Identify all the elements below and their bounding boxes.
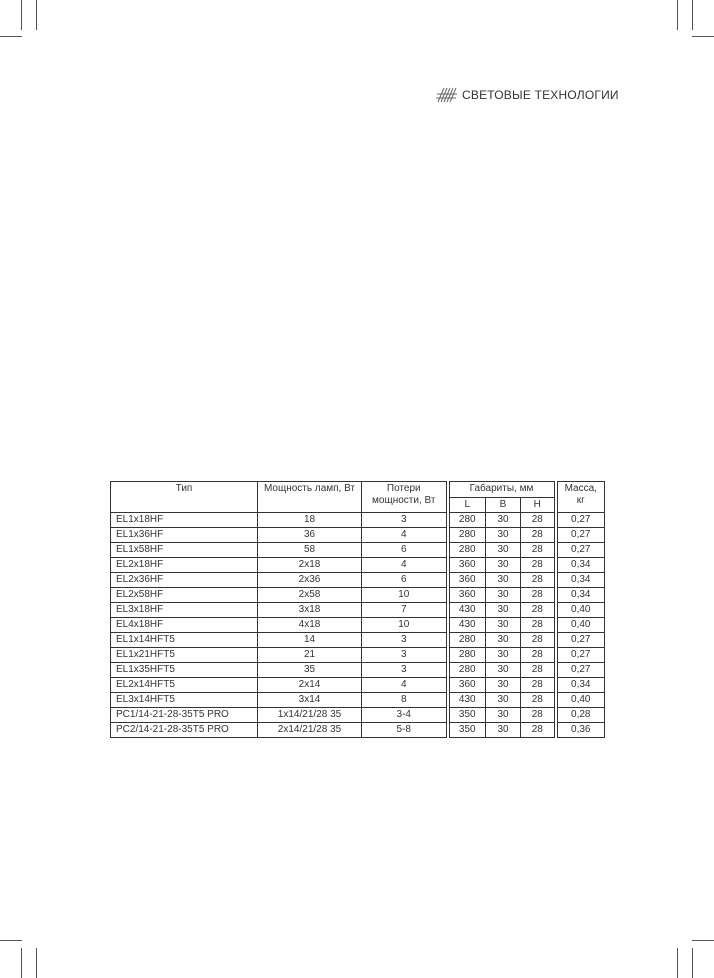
cell-width: 30 — [486, 663, 521, 678]
cell-type: EL2x58HF — [111, 588, 258, 603]
table-row — [111, 678, 605, 693]
cell-power: 3x18 — [258, 603, 362, 618]
cell-loss: 7 — [362, 603, 448, 618]
cell-mass: 0,34 — [556, 588, 605, 603]
cell-power: 3x14 — [258, 693, 362, 708]
cell-power: 4x18 — [258, 618, 362, 633]
cell-loss: 4 — [362, 558, 448, 573]
crop-mark — [692, 36, 714, 37]
logo-text: СВЕТОВЫЕ ТЕХНОЛОГИИ — [462, 88, 619, 102]
crop-mark — [21, 948, 22, 978]
cell-type: EL1x21HFT5 — [111, 648, 258, 663]
cell-power: 1x14/21/28 35 — [258, 708, 362, 723]
cell-mass: 0,28 — [556, 708, 605, 723]
cell-height: 28 — [521, 723, 556, 738]
crop-mark — [677, 0, 678, 30]
cell-length: 280 — [448, 528, 486, 543]
cell-power: 2x14 — [258, 678, 362, 693]
cell-mass: 0,40 — [556, 603, 605, 618]
cell-mass: 0,40 — [556, 618, 605, 633]
crop-mark — [36, 948, 37, 978]
cell-length: 430 — [448, 618, 486, 633]
cell-loss: 3-4 — [362, 708, 448, 723]
cell-loss: 10 — [362, 618, 448, 633]
cell-type: EL2x18HF — [111, 558, 258, 573]
cell-width: 30 — [486, 603, 521, 618]
cell-power: 2x18 — [258, 558, 362, 573]
cell-loss: 6 — [362, 573, 448, 588]
cell-height: 28 — [521, 708, 556, 723]
cell-mass: 0,27 — [556, 663, 605, 678]
cell-type: EL1x36HF — [111, 528, 258, 543]
table-row — [111, 528, 605, 543]
cell-height: 28 — [521, 573, 556, 588]
table-row — [111, 573, 605, 588]
cell-loss: 3 — [362, 633, 448, 648]
table-row — [111, 513, 605, 528]
cell-loss: 10 — [362, 588, 448, 603]
cell-length: 350 — [448, 708, 486, 723]
cell-mass: 0,27 — [556, 513, 605, 528]
cell-length: 280 — [448, 633, 486, 648]
cell-loss: 3 — [362, 648, 448, 663]
cell-loss: 5-8 — [362, 723, 448, 738]
crop-mark — [0, 940, 22, 941]
cell-length: 280 — [448, 543, 486, 558]
cell-width: 30 — [486, 708, 521, 723]
header-loss: Потери мощности, Вт — [362, 482, 448, 513]
table-row — [111, 618, 605, 633]
cell-width: 30 — [486, 693, 521, 708]
cell-mass: 0,34 — [556, 558, 605, 573]
cell-type: PC1/14-21-28-35T5 PRO — [111, 708, 258, 723]
cell-width: 30 — [486, 513, 521, 528]
cell-loss: 8 — [362, 693, 448, 708]
cell-height: 28 — [521, 633, 556, 648]
table-row — [111, 603, 605, 618]
table-row — [111, 648, 605, 663]
cell-height: 28 — [521, 693, 556, 708]
cell-type: EL3x18HF — [111, 603, 258, 618]
header-mass: Масса, кг — [556, 482, 605, 513]
cell-width: 30 — [486, 618, 521, 633]
table-row — [111, 543, 605, 558]
cell-type: EL4x18HF — [111, 618, 258, 633]
table-row — [111, 708, 605, 723]
cell-length: 360 — [448, 573, 486, 588]
cell-height: 28 — [521, 618, 556, 633]
cell-loss: 4 — [362, 528, 448, 543]
cell-length: 280 — [448, 648, 486, 663]
cell-width: 30 — [486, 528, 521, 543]
cell-type: EL2x36HF — [111, 573, 258, 588]
table-row — [111, 588, 605, 603]
cell-power: 18 — [258, 513, 362, 528]
cell-power: 36 — [258, 528, 362, 543]
cell-mass: 0,40 — [556, 693, 605, 708]
header-power: Мощность ламп, Вт — [258, 482, 362, 513]
cell-length: 350 — [448, 723, 486, 738]
cell-height: 28 — [521, 648, 556, 663]
table-row — [111, 633, 605, 648]
cell-width: 30 — [486, 633, 521, 648]
table-row — [111, 558, 605, 573]
cell-length: 430 — [448, 603, 486, 618]
cell-height: 28 — [521, 543, 556, 558]
cell-type: EL1x18HF — [111, 513, 258, 528]
cell-length: 280 — [448, 663, 486, 678]
cell-width: 30 — [486, 648, 521, 663]
cell-mass: 0,27 — [556, 543, 605, 558]
crop-mark — [36, 0, 37, 30]
cell-type: EL1x58HF — [111, 543, 258, 558]
header-type: Тип — [111, 482, 258, 513]
ballast-specs-table — [110, 481, 605, 738]
crop-mark — [21, 0, 22, 30]
cell-length: 360 — [448, 588, 486, 603]
cell-mass: 0,27 — [556, 648, 605, 663]
cell-loss: 3 — [362, 663, 448, 678]
table-row — [111, 693, 605, 708]
cell-height: 28 — [521, 663, 556, 678]
cell-width: 30 — [486, 543, 521, 558]
header-height: H — [521, 498, 556, 513]
crop-mark — [692, 0, 693, 30]
cell-mass: 0,34 — [556, 573, 605, 588]
cell-type: EL3x14HFT5 — [111, 693, 258, 708]
cell-length: 430 — [448, 693, 486, 708]
cell-width: 30 — [486, 678, 521, 693]
cell-power: 58 — [258, 543, 362, 558]
cell-type: PC2/14-21-28-35T5 PRO — [111, 723, 258, 738]
cell-width: 30 — [486, 558, 521, 573]
logo-mark-icon — [436, 86, 458, 104]
cell-length: 360 — [448, 558, 486, 573]
cell-width: 30 — [486, 573, 521, 588]
cell-height: 28 — [521, 588, 556, 603]
cell-mass: 0,27 — [556, 528, 605, 543]
crop-mark — [692, 940, 714, 941]
cell-type: EL1x14HFT5 — [111, 633, 258, 648]
cell-power: 2x58 — [258, 588, 362, 603]
cell-width: 30 — [486, 723, 521, 738]
cell-mass: 0,34 — [556, 678, 605, 693]
header-width: B — [486, 498, 521, 513]
cell-power: 14 — [258, 633, 362, 648]
cell-power: 2x14/21/28 35 — [258, 723, 362, 738]
cell-height: 28 — [521, 603, 556, 618]
cell-mass: 0,36 — [556, 723, 605, 738]
header-dimensions: Габариты, мм — [448, 482, 556, 498]
crop-mark — [692, 948, 693, 978]
header-length: L — [448, 498, 486, 513]
cell-height: 28 — [521, 558, 556, 573]
cell-type: EL1x35HFT5 — [111, 663, 258, 678]
cell-length: 280 — [448, 513, 486, 528]
cell-height: 28 — [521, 528, 556, 543]
cell-power: 35 — [258, 663, 362, 678]
cell-power: 2x36 — [258, 573, 362, 588]
cell-height: 28 — [521, 678, 556, 693]
cell-type: EL2x14HFT5 — [111, 678, 258, 693]
table-row — [111, 723, 605, 738]
table-row — [111, 663, 605, 678]
cell-loss: 3 — [362, 513, 448, 528]
cell-power: 21 — [258, 648, 362, 663]
company-logo — [436, 86, 619, 104]
cell-loss: 6 — [362, 543, 448, 558]
cell-loss: 4 — [362, 678, 448, 693]
cell-length: 360 — [448, 678, 486, 693]
cell-height: 28 — [521, 513, 556, 528]
cell-width: 30 — [486, 588, 521, 603]
crop-mark — [0, 36, 22, 37]
crop-mark — [677, 948, 678, 978]
cell-mass: 0,27 — [556, 633, 605, 648]
